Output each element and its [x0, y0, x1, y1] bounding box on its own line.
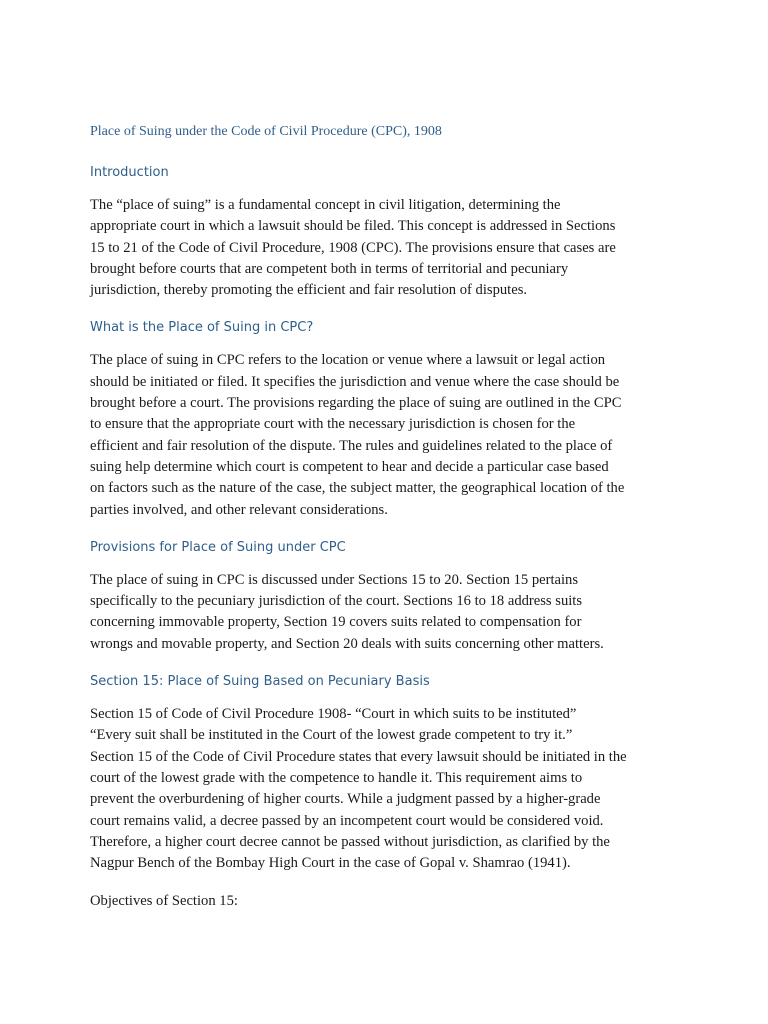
paragraph-line: Nagpur Bench of the Bombay High Court in the case of Gopal v. Shamrao (1941). — [90, 855, 571, 872]
paragraph-line: specifically to the pecuniary jurisdiction of the court. Sections 16 to 18 address suits — [90, 593, 583, 610]
paragraph-line: 15 to 21 of the Code of Civil Procedure, 1908 (CPC). The provisions ensure that cases are — [90, 239, 616, 256]
paragraph-line: Objectives of Section 15: — [90, 893, 238, 910]
section-paragraph-what-is-place-of-suing — [90, 350, 690, 520]
paragraph-line: to ensure that the appropriate court with the necessary jurisdiction is chosen for the — [90, 416, 576, 433]
paragraph-line: The “place of suing” is a fundamental concept in civil litigation, determining the — [90, 197, 561, 213]
paragraph-line: The place of suing in CPC refers to the location or venue where a lawsuit or legal action — [90, 352, 606, 369]
paragraph-line: prevent the overburdening of higher courts. While a judgment passed by a higher-grade — [90, 791, 601, 808]
section-paragraph-section-15 — [90, 704, 690, 874]
paragraph-line: on factors such as the nature of the case, the subject matter, the geographical location of the — [90, 480, 625, 497]
paragraph-line: “Every suit shall be instituted in the Court of the lowest grade competent to try it.” — [90, 727, 573, 744]
paragraph-line: Section 15 of Code of Civil Procedure 1908- “Court in which suits to be instituted” — [90, 706, 577, 723]
paragraph-line: parties involved, and other relevant considerations. — [90, 501, 388, 518]
section-heading-what-is-place-of-suing: What is the Place of Suing in CPC? — [90, 320, 314, 336]
section-heading-provisions: Provisions for Place of Suing under CPC — [90, 539, 346, 555]
paragraph-line: should be initiated or filed. It specifies the jurisdiction and venue where the case should be — [90, 373, 620, 390]
paragraph-line: court remains valid, a decree passed by an incompetent court would be considered void. — [90, 812, 604, 829]
section-paragraph-introduction — [90, 195, 690, 301]
paragraph-line: Section 15 of the Code of Civil Procedure states that every lawsuit should be initiated in the — [90, 748, 627, 765]
paragraph-line: brought before courts that are competent both in terms of territorial and pecuniary — [90, 260, 569, 277]
document-title: Place of Suing under the Code of Civil Procedure (CPC), 1908 — [90, 124, 442, 139]
paragraph-line: jurisdiction, thereby promoting the efficient and fair resolution of disputes. — [90, 282, 528, 299]
paragraph-line: The place of suing in CPC is discussed under Sections 15 to 20. Section 15 pertains — [90, 571, 579, 588]
paragraph-line: Therefore, a higher court decree cannot be passed without jurisdiction, as clarified by the — [90, 833, 610, 850]
section-heading-introduction: Introduction — [90, 165, 169, 180]
closing-line — [90, 891, 690, 912]
paragraph-line: concerning immovable property, Section 19 covers suits related to compensation for — [90, 614, 582, 631]
section-paragraph-provisions — [90, 570, 690, 655]
document-page — [90, 122, 690, 930]
section-heading-section-15: Section 15: Place of Suing Based on Pecuniary Basis — [90, 674, 430, 690]
paragraph-line: wrongs and movable property, and Section 20 deals with suits concerning other matters. — [90, 635, 604, 652]
paragraph-line: efficient and fair resolution of the dispute. The rules and guidelines related to the place of — [90, 437, 613, 454]
paragraph-line: brought before a court. The provisions regarding the place of suing are outlined in the CPC — [90, 395, 622, 412]
paragraph-line: court of the lowest grade with the competence to handle it. This requirement aims to — [90, 769, 583, 786]
paragraph-line: appropriate court in which a lawsuit should be filed. This concept is addressed in Sections — [90, 218, 616, 235]
paragraph-line: suing help determine which court is competent to hear and decide a particular case based — [90, 458, 609, 475]
